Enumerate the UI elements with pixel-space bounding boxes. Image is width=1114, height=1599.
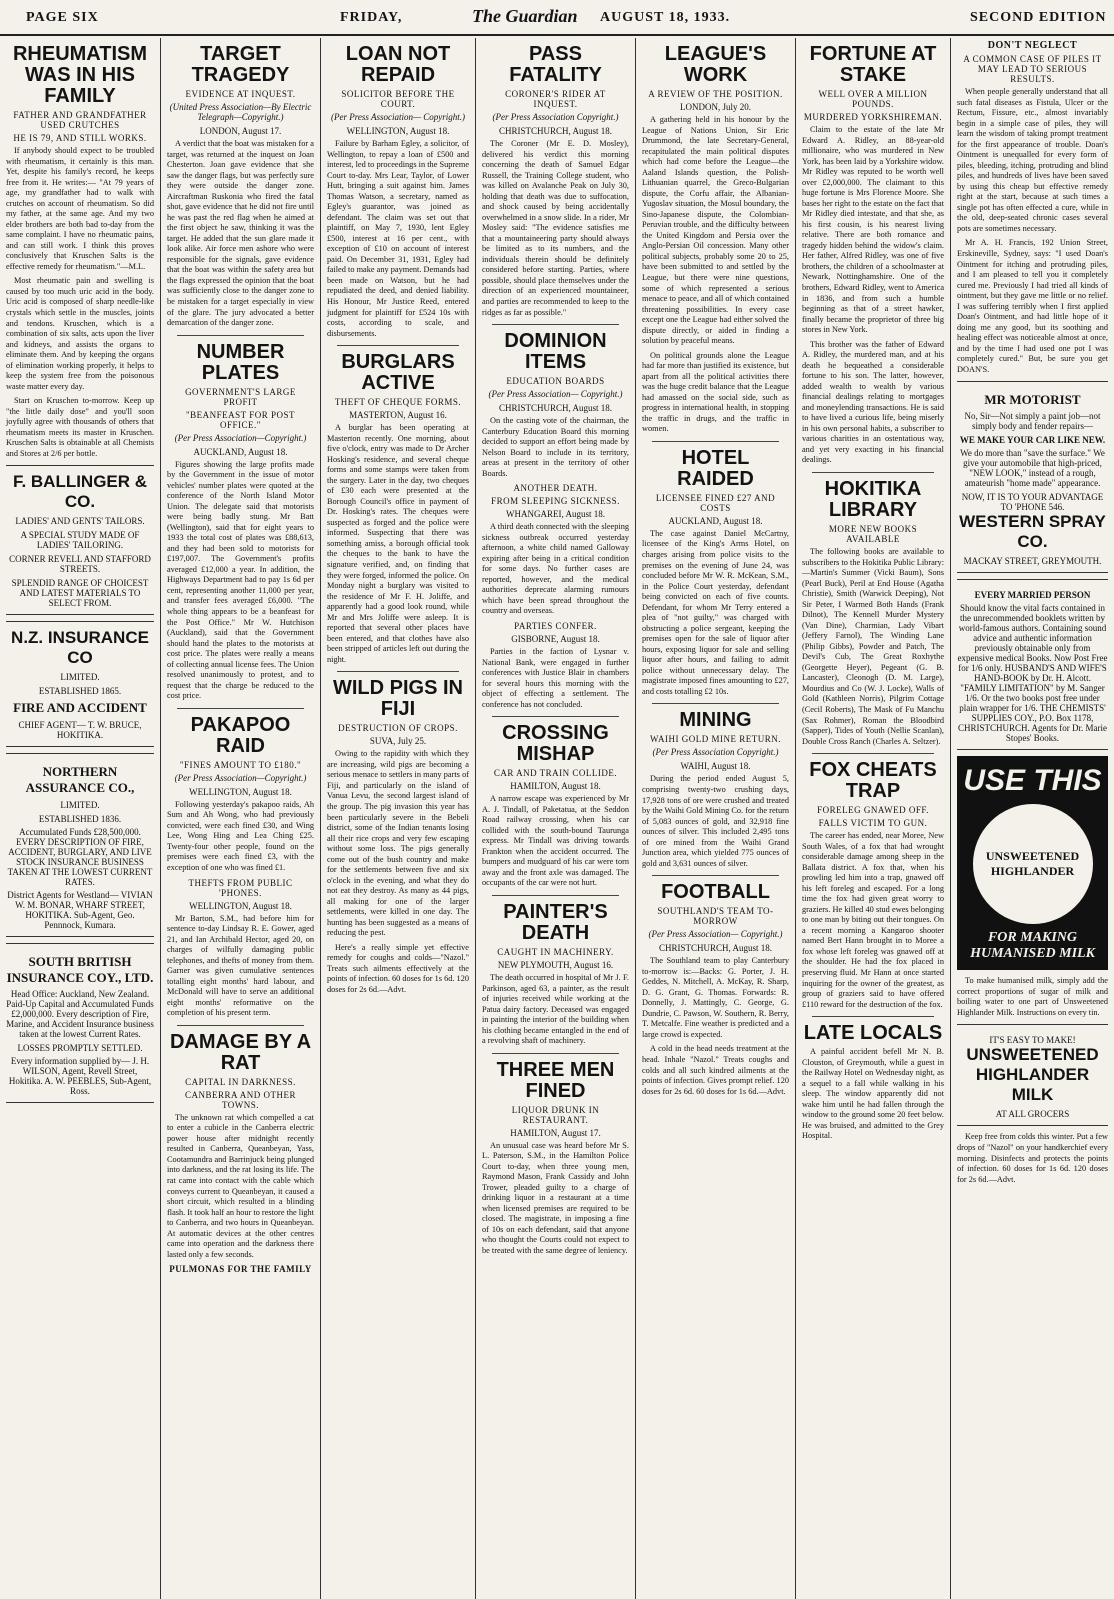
article-subhead: HE IS 79, AND STILL WORKS. xyxy=(13,133,147,143)
article-paragraph: A gathering held in his honour by the League of Nations Union, Sir Eric Drummond, the late Secretary-General, recapitulated the main political disputes which had come before the League—the Aaland Islands question, the Polish-Lithuanian quarrel, the Greco-Bulgarian dispute, the Corfu affair, the Albanian-Yugoslav situation, the Mosul boundary, the Sino-Japanese dispute, the Colombian-Peruvian trouble, and the difficulty between the United Kingdom and Persia over the Anglo-Persian Oil concession. Many other political subjects, probably some 20 to 25, have been submitted to and settled by the League, but there were nine questions, some of which represented a serious menace to peace, and all of which contained threatening possibilities. In every case except one the League had either solved the dispute directly, or aided in finding a solution by peaceful means. xyxy=(642,115,789,346)
divider xyxy=(812,472,934,473)
divider xyxy=(652,703,779,704)
article-subhead: WAIHI GOLD MINE RETURN. xyxy=(650,734,781,745)
article-dateline: CHRISTCHURCH, August 18. xyxy=(658,943,773,954)
article-headline: LATE LOCALS xyxy=(803,1022,943,1045)
article-subhead: SOUTHLAND'S TEAM TO-MORROW xyxy=(657,906,774,927)
divider xyxy=(177,1025,304,1026)
ad-title: N.Z. INSURANCE CO xyxy=(11,628,149,668)
advertisement-northern-assurance xyxy=(6,753,154,937)
article-dateline: GISBORNE, August 18. xyxy=(511,634,600,644)
article-paragraph: During the period ended August 5, comprising twenty-two crushing days, 17,928 tons of ore were crushed and treated by the Waihi Gold Mining Co. for the return of 5,083 ounces of gold, and 32,918 fine ounces of silver. This included 2,495 tons of ore mined from the Waihi Grand Junction area, which yielded 775 ounces of gold and 3,631 ounces of silver. xyxy=(642,774,789,868)
article-subhead: CANBERRA AND OTHER TOWNS. xyxy=(184,1089,296,1110)
ad-text: No, Sir—Not simply a paint job—not simply body and fender repairs— xyxy=(964,411,1101,432)
article-credit: (United Press Association—By Electric Telegraph—Copyright.) xyxy=(169,102,312,122)
article-paragraph: Most rheumatic pain and swelling is caused by too much uric acid in the body. Uric acid is composed of sharp needle-like crystals which settle in the muscles, joints and tendons. Kruschen, which is a combination of six salts, acts upon the liver and kidneys, and assists the organs to eliminate them. And by keeping the organs of elimination working properly, it helps to keep the system free from the poisonous waste matter every day. xyxy=(6,276,154,391)
ad-subtitle: LIMITED. xyxy=(60,800,100,811)
article-paragraph: The case against Daniel McCartny, licensee of the King's Arms Hotel, on charges arising from police visits to the premises on the evening of June 24, was concluded before Mr W. R. McKean, S.M., in the Police Court yesterday, defendant being convicted on each of five counts. Defendant, for whom Mr Terry entered a plea of "not guilty," was charged with obstructing a police sergeant, keeping the premises open for the sale of liquor after hours, exposing liquor for sale and selling liquor after hours, and failing to admit police without unnecessary delay. The magistrate imposed fines amounting to £27, and costs totalling £2 10s. xyxy=(642,528,789,696)
article-headline: FORTUNE AT STAKE xyxy=(809,43,937,86)
divider xyxy=(812,1016,934,1017)
article-headline: FOX CHEATS TRAP xyxy=(809,759,937,803)
ad-agent: Every information supplied by— J. H. WILSON, Agent, Revell Street, Hokitika. A. W. PEEBLES, Sub-Agent, Ross. xyxy=(8,1056,152,1097)
ad-text: FIRE AND ACCIDENT xyxy=(13,700,147,716)
article-paragraph: A burglar has been operating at Masterton recently. One morning, about five o'clock, entry was made to Dr Archer Hosking's residence, and several cheque forms and some stamps were taken from the surgery. Later in the day, two cheques of £30 each were presented at the Borough Council's office in payment of Dr. Hosking's rates. The cheques were suspected as forged and the police were informed. Suspecting that there was something amiss, a borough official took the cheques to the bank to have the signature verified, and, on finding that they were forged, informed the police. On Monday night a burglary was visited to the residence of Mr F. H. Joliffe, and apparently had a good look round, while Mr and Mrs Joliffe were asleep. It is reported that several other places have been entered, and that clothes have also been stripped of articles left out during the night. xyxy=(327,423,469,664)
article-dateline: HAMILTON, August 18. xyxy=(510,781,601,792)
article-subhead: CORONER'S RIDER AT INQUEST. xyxy=(505,89,606,109)
article-dateline: WELLINGTON, August 18. xyxy=(189,786,292,797)
article-subhead: SOLICITOR BEFORE THE COURT. xyxy=(341,89,455,109)
can-label: HIGHLANDER xyxy=(990,864,1075,879)
advertisement-nazol: A cold in the head needs treatment at the head. Inhale "Nazol." Treats coughs and colds and all such kindred ailments at the points of infection. Gives prompt relief. 120 doses for 2s 6d. 60 doses for 1s 6d.—Advt. xyxy=(642,1044,789,1096)
divider xyxy=(492,716,619,717)
article-paragraph: A verdict that the boat was mistaken for a target, was returned at the inquest on Joan Chesterton. Joan gave evidence that she saw the danger flags, but was perfectly sure they were outside the danger zone. Aircraftman Ruskonia who fired the fatal shot, gave evidence that he did not fire until he was past the red flag when he aimed at the first object he saw, thinking it was the target. He added that the sun glare made it look alike. Air force men ashore who were responsible for the signals, gave evidence that the boat was within the safety area but the flags expressed the opinion that the boat was sufficiently close to the danger zone to be mistaken for a target especially in view of the glare. The jury advocated a better demarcation of the danger zone. xyxy=(167,139,314,328)
article-dateline: CHRISTCHURCH, August 18. xyxy=(498,126,613,136)
ad-text: Accumulated Funds £28,500,000. EVERY DESCRIPTION OF FIRE, ACCIDENT, BURGLARY, AND LIVE STOCK INSURANCE BUSINESS TAKEN AT THE LOWEST CURRENT RATES. xyxy=(7,827,153,888)
ad-text: AT ALL GROCERS xyxy=(995,1109,1070,1120)
article-subhead: FROM SLEEPING SICKNESS. xyxy=(491,496,620,507)
article-paragraph: The Southland team to play Canterbury to-morrow is:—Backs: G. Porter, J. H. Geddes, N. Mitchell, A. McKay, R. Sharp, D. G. Grant, G. Thomas. Forwards: R. Donnelly, J. Mattingly, C. George, G. Dundrie, C. Pawson, W. Southern, R. Berry, T. Metcalfe. Fine weather is predicted and a large crowd is expected. xyxy=(642,956,789,1039)
article-subhead: "BEANFEAST FOR POST OFFICE." xyxy=(185,409,296,430)
ad-title: SOUTH BRITISH INSURANCE COY., LTD. xyxy=(6,954,154,986)
ad-text: ESTABLISHED 1836. xyxy=(38,814,122,825)
ad-company: WESTERN SPRAY CO. xyxy=(959,512,1106,552)
article-headline: LOAN NOT REPAID xyxy=(345,43,451,86)
article-headline: WILD PIGS IN FIJI xyxy=(333,677,463,721)
article-headline: HOKITIKA LIBRARY xyxy=(824,478,922,521)
article-paragraph: A narrow escape was experienced by Mr A. J. Tindall, of Paketatua, at the Seddon Road railway crossing, when his car collided with the south-bound Taurunga express. Mr Tindall was driving towards Frankton when the accident occurred. The bumpers and mudguard of his car were torn away and the front axle was damaged. The occupants of the car were not hurt. xyxy=(482,794,629,888)
masthead-date: AUGUST 18, 1933. xyxy=(600,10,731,25)
advertisement-nz-insurance xyxy=(6,621,154,747)
article-subhead: ANOTHER DEATH. xyxy=(513,483,598,494)
ad-headline: DON'T NEGLECT xyxy=(987,40,1078,51)
divider xyxy=(652,441,779,442)
divider xyxy=(492,895,619,896)
article-paragraph: A painful accident befell Mr N. B. Clouston, of Greymouth, while a guest in the Railway Hotel on Wednesday night, as a sequel to a fall while walking in his sleep. The window apparently did not wake him until he had fallen through the window to the ground some 20 feet below. He was bruised, and admitted to the Grey Hospital. xyxy=(802,1047,944,1141)
article-dateline: AUCKLAND, August 18. xyxy=(193,446,288,457)
ad-title: UNSWEETENED xyxy=(966,1045,1099,1065)
masthead xyxy=(0,0,1114,36)
article-headline: BURGLARS ACTIVE xyxy=(341,351,455,395)
article-subhead: GOVERNMENT'S LARGE PROFIT xyxy=(185,386,296,407)
column-3 xyxy=(321,38,475,1599)
advertisement-nazol: Here's a really simple yet effective remedy for coughs and colds—"Nazol." Treats such ailments effectively at the points of infection. 60 doses for 1s 6d. 120 doses for 2s 6d.—Advt. xyxy=(327,942,469,994)
article-credit: (Per Press Association—Copyright.) xyxy=(174,432,307,443)
article-credit: (Per Press Association Copyright.) xyxy=(492,112,619,122)
divider xyxy=(492,324,619,325)
article-dateline: LONDON, July 20. xyxy=(680,102,751,112)
article-headline: PASS FATALITY xyxy=(509,43,602,86)
ad-text: WE MAKE YOUR CAR LIKE NEW. xyxy=(959,435,1106,446)
article-headline: LEAGUE'S WORK xyxy=(664,43,767,86)
article-dateline: WELLINGTON, August 18. xyxy=(189,900,292,911)
divider xyxy=(337,671,459,672)
ad-title: EVERY MARRIED PERSON xyxy=(974,590,1091,601)
article-dateline: NEW PLYMOUTH, August 16. xyxy=(497,959,614,970)
article-subhead: CAUGHT IN MACHINERY. xyxy=(497,946,614,957)
article-credit: (Per Press Association—Copyright.) xyxy=(174,772,307,783)
article-subhead: MORE NEW BOOKS AVAILABLE xyxy=(828,524,918,544)
ad-title: F. BALLINGER & CO. xyxy=(12,472,148,512)
advertisement-south-british xyxy=(6,943,154,1103)
article-credit: (Per Press Association— Copyright.) xyxy=(331,112,465,122)
ad-agent: District Agents for Westland— VIVIAN W. M. BONAR, WHARF STREET, HOKITIKA. Sub-Agent, Geo. Pennnock, Kumara. xyxy=(7,890,153,931)
article-subhead: THEFT OF CHEQUE FORMS. xyxy=(334,397,462,408)
article-credit: (Per Press Association— Copyright.) xyxy=(648,929,783,940)
article-headline: THREE MEN FINED xyxy=(496,1058,615,1102)
edition-label: SECOND EDITION xyxy=(970,10,1107,25)
article-subhead: MURDERED YORKSHIREMAN. xyxy=(803,112,943,122)
ad-title: HIGHLANDER xyxy=(975,1065,1090,1085)
ad-text: SPLENDID RANGE OF CHOICEST AND LATEST MATERIALS TO SELECT FROM. xyxy=(11,578,149,609)
article-dateline: HAMILTON, August 17. xyxy=(510,1127,601,1138)
article-paragraph: The unknown rat which compelled a cat to enter a cubicle in the Canberra electric power house after midnight recently resulted in Canberra, Queanbeyan, Yass, Cootamundra and Barrinjuck being plunged into darkness, and the rat losing its life. The rat came into contact with the cable which conveys current to Queanbeyan, it caused a short circuit, which resulted in a blinding flash. It took half an hour to restore the light to Canberra, and two hours in Queanbeyan. At automatic devices at the other centres came into operation and the darkness there lasted only a few seconds. xyxy=(167,1112,315,1259)
article-subhead: CAR AND TRAIN COLLIDE. xyxy=(493,768,618,779)
column-4 xyxy=(476,38,635,1599)
article-dateline: MASTERTON, August 16. xyxy=(349,410,447,421)
article-headline: RHEUMATISM WAS IN HIS FAMILY xyxy=(12,43,148,107)
article-paragraph: Claim to the estate of the late Mr Edward A. Ridley, an 88-year-old millionaire, who was murdered in New York, has been laid by a Yorkshire widow. Mr Ridley was reputed to be worth well over £2,000,000. The claimant to this huge fortune is Mrs Florence Moore. She bases her right to the estate on the fact that Mr Ridley died intestate, and that she, as his first cousin, is his nearest living relative. There are both romance and tragedy hidden behind the widow's claim. Her father, Alfred Ridley, was one of five brothers, the children of a schoolmaster at Newark, Nottinghamshire. One of the brothers, Edward Ridley, went to America in 1836, and from such a humble beginning as that of a street hawker, finally became the proprietor of three big stores in New York. xyxy=(802,125,944,335)
article-credit: (Per Press Association— Copyright.) xyxy=(488,389,623,400)
article-subhead: LIQUOR DRUNK IN RESTAURANT. xyxy=(511,1104,600,1125)
ad-text: We do more than "save the surface." We give your automobile that high-priced, "NEW LOOK," instead of a rough, amateurish "home made" appearance. xyxy=(960,448,1105,489)
ad-paragraph: Mr A. H. Francis, 192 Union Street, Erskineville, Sydney, says: "I used Doan's Ointment for itching and protruding piles, and I am pleased to tell you it completely cured me. Previously I had tried all kinds of ointment, but they gave me little or no relief. I was suffering terribly when I first applied Doan's Ointment, and had little hope of it doing me any good, but its soothing and healing effect was noticeable almost at once, and by the time I had used one pot I was completely cured." But, be sure you get DOAN'S. xyxy=(957,238,1108,374)
article-subhead: FATHER AND GRANDFATHER USED CRUTCHES xyxy=(13,110,147,130)
article-paragraph: On political grounds alone the League had far more than justified its existence, but apart from all the political activities there was the huge credit balance that the League had amassed on the social side, such as progress in international health, in stopping the traffic in drugs, and the traffic in women. xyxy=(642,350,789,434)
ad-paragraph: To make humanised milk, simply add the correct proportions of sugar of milk and boiling water to one part of Unsweetened Highlander Milk. Instructions on every tin. xyxy=(957,976,1108,1017)
advertisement-highlander-milk xyxy=(957,756,1108,970)
article-paragraph: Parties in the faction of Lysnar v. National Bank, were engaged in further conferences with Justice Blair in chambers for several hours this morning with the object of effecting a settlement. The conference has not concluded. xyxy=(482,647,629,709)
article-subhead: A REVIEW OF THE POSITION. xyxy=(648,89,783,99)
advertisement-nazol: Keep free from colds this winter. Put a few drops of "Nazol" on your handkerchief every morning. Disinfects and protects the points of infection. 60 doses for 1s 6d. 120 doses for 2s 6d.—Advt. xyxy=(957,1132,1108,1184)
article-subhead: DESTRUCTION OF CROPS. xyxy=(338,723,458,734)
ad-text: A SPECIAL STUDY MADE OF LADIES' TAILORING. xyxy=(20,530,140,551)
advertisement-married-person xyxy=(957,579,1108,750)
ad-subtitle: FOR MAKING HUMANISED MILK xyxy=(970,930,1095,962)
article-paragraph: Mr Barton, S.M., had before him for sentence to-day Lindsay R. E. Gower, aged 21, and Ian Archibald Hector, aged 20, on charges of wilfully damaging public telephones, and thefts of money from them. Garner was given cumulative sentences totalling eight months' hard labour, and McDonald will have to serve an additional eight months' reformative on the completion of his present term. xyxy=(167,913,314,1018)
column-5 xyxy=(636,38,795,1599)
ad-address: MACKAY STREET, GREYMOUTH. xyxy=(963,556,1102,567)
ad-text: LOSSES PROMPTLY SETTLED. xyxy=(17,1043,143,1054)
article-paragraph: Owing to the rapidity with which they are increasing, wild pigs are becoming a serious menace to settlers in many parts of Fiji, and particularly on the island of Vanua Levu, the second largest island of the group. The pig invasion this year has been particularly severe in the Bebeli district, some of the Indian tenants losing all their rice crops and very few escaping without some loss. The pigs generally come out of the bush country and make for the settlements between five and six o'clock in the evening, and what they do not eat they destroy. As many as 44 pigs, all making for one of the larger settlements, were killed in one day. The hunting has been suggested as a means of reducing the pest. xyxy=(327,749,469,938)
article-dateline: WELLINGTON, August 18. xyxy=(346,126,450,136)
ad-address: CORNER REVELL AND STAFFORD STREETS. xyxy=(9,554,151,575)
article-paragraph: The Coroner (Mr E. D. Mosley), delivered his verdict this morning concerning the death of Samuel Edgar Russell, the Training College student, who was killed on Avalanche Peak on July 30, holding that death was due to suffocation, and shock caused by being accidentally overwhelmed in a snow slide. In a rider, Mr Mosley said: "The evidence satisfies me that a mountaineering party should always be limited as to its numbers, and the individuals therein should be definitely considered before starting. Parties, where possible, should place themselves under the direction of an experienced mountaineer, and parties are recommended to keep to the ridges as far as possible." xyxy=(482,139,629,317)
ad-subtitle: LADIES' AND GENTS' TAILORS. xyxy=(15,516,145,527)
ad-text: IT'S EASY TO MAKE! xyxy=(989,1035,1076,1046)
divider xyxy=(492,1053,619,1054)
article-paragraph: Following yesterday's pakapoo raids, Ah Sum and Ah Wong, who had previously convicted, were each fined £30, and Wing Lee, Wong Hing and Lea Ching £25. Twenty-four other people, found on the premises were each fined £3, with the exception of one who was fined £1. xyxy=(167,799,314,872)
article-subhead: FALLS VICTIM TO GUN. xyxy=(818,818,928,829)
article-headline: HOTEL RAIDED xyxy=(677,446,754,490)
page-number: PAGE SIX xyxy=(26,10,99,25)
column-2 xyxy=(161,38,320,1599)
article-headline: NUMBER PLATES xyxy=(196,340,285,384)
divider xyxy=(177,335,304,336)
article-dateline: CHRISTCHURCH, August 18. xyxy=(498,403,613,414)
ad-text: Head Office: Auckland, New Zealand. Paid-Up Capital and Accumulated Funds £2,000,000. Every description of Fire, Marine, and Accident Insurance business taken at the lowest Current Rates. xyxy=(6,989,154,1040)
article-subhead: LICENSEE FINED £27 AND COSTS xyxy=(655,492,776,513)
article-dateline: LONDON, August 17. xyxy=(199,126,282,136)
advertisement-ballinger xyxy=(6,465,154,615)
milk-can-icon xyxy=(973,804,1093,924)
article-subhead: EDUCATION BOARDS xyxy=(506,376,605,387)
newspaper-title: The Guardian xyxy=(472,6,578,26)
ad-title: NORTHERN ASSURANCE CO., xyxy=(25,764,135,796)
article-subhead: WELL OVER A MILLION POUNDS. xyxy=(818,89,928,109)
divider xyxy=(652,875,779,876)
masthead-day: FRIDAY, xyxy=(340,10,403,25)
article-headline: TARGET TRAGEDY xyxy=(191,43,290,86)
article-headline: DOMINION ITEMS xyxy=(504,330,607,374)
ad-text: NOW, IT IS TO YOUR ADVANTAGE TO 'PHONE 546. xyxy=(961,492,1104,513)
article-paragraph: This brother was the father of Edward A. Ridley, the murdered man, and at his death he bequeathed a considerable fortune to his son. The latter, however, added wealth to wealth by various financial dealings relating to mortgages and moneylending transactions. He is said to have lived a curious life, being miserly in his own personal habits, a subscriber to various charities in an ostentatious way, and yet very exacting in his financial dealings. xyxy=(802,339,944,465)
article-paragraph: Failure by Barham Egley, a solicitor, of Wellington, to repay a loan of £500 and interest, led to proceedings in the Supreme Court to-day. Mrs Lear, Taylor, of Lower Hutt, bringing a suit against him. James Thomas Watson, a secretary, named as Egley's guarantor, was joined as defendant. The claim was set out that plaintiff, on May 7, 1930, lent Egley £500, interest at 16 per cent., with exception of £10 on account of interest paid. On December 31, 1931, Egley had failed to make any payment. Demands had been made on Watson, but he had repudiated the deed, and denied liability. His Honour, Mr Justice Reed, entered judgment for plaintiff for £524 10s with costs, according to scale, and disbursements. xyxy=(327,139,469,338)
article-credit: (Per Press Association Copyright.) xyxy=(652,747,779,758)
divider xyxy=(337,345,459,346)
column-6 xyxy=(796,38,950,1599)
article-headline: FOOTBALL xyxy=(661,881,770,904)
highlander-footer xyxy=(957,1024,1108,1126)
column-7 xyxy=(951,38,1114,1599)
article-paragraph: The following books are available to subscribers to the Hokitika Public Library:—Martin's Summer (Vicki Baum), Sons (Pearl Buck), Peril at End House (Agatha Christie), Smith (Warwick Deeping), Not Sir Peter, I Warmed Both Hands (Frank Dilnot), The Kennell Murder Mystery (Van Dine), Charmian, Lady Vibart (Jeffery Farnol), The Winding Lane (Philip Gibbs), Powder and Patch, The Devil's Cub, The Great Roxhythe (Georgette Heyer), Pegeant (G. B. Lancaster), Cleonogh (D. M. Large), Mourdius and Co (W. J. Locke), Walls of Gold (Kathleen Norris), Pilgrim Cottage (Cecil Roberts), The Mask of Fu Manchu (Sax Rohmer), Roman the Bloodbird (Sapper), Tides of Youth (Nellie Scanlan), Double Cross Ranch (Charles A. Seltzer). xyxy=(802,547,944,746)
ad-agent: CHIEF AGENT— T. W. BRUCE, HOKITIKA. xyxy=(18,720,142,741)
divider xyxy=(177,708,304,709)
ad-pulmonas: PULMONAS FOR THE FAMILY xyxy=(169,1264,312,1275)
article-subhead: FORELEG GNAWED OFF. xyxy=(817,805,929,816)
article-headline: CROSSING MISHAP xyxy=(502,722,609,766)
advertisement-western-spray xyxy=(957,381,1108,573)
article-paragraph: On the casting vote of the chairman, the Canterbury Education Board this morning decided to support an effort being made by Nelson Board to include in its territory, areas at present in the territory of other Boards. xyxy=(482,416,629,478)
article-headline: DAMAGE BY A RAT xyxy=(169,1030,312,1074)
article-headline: PAINTER'S DEATH xyxy=(503,900,608,944)
article-headline: MINING xyxy=(679,709,752,732)
article-paragraph: Start on Kruschen to-morrow. Keep up "the little daily dose" and you'll soon joyfully agree with thousands of others that rheumatism meets its master in Kruschen. Kruschen Salts is obtainable at all Chemists and Stores at 2/6 per bottle. xyxy=(6,396,154,458)
article-dateline: SUVA, July 25. xyxy=(369,736,427,747)
article-subhead: EVIDENCE AT INQUEST. xyxy=(185,89,296,99)
ad-text: ESTABLISHED 1865. xyxy=(38,686,122,697)
article-paragraph: An unusual case was heard before Mr S. L. Paterson, S.M., in the Hamilton Police Court to-day, when three young men, Raymond Mason, Frank Cassidy and John Trower, pleaded guilty to a charge of drinking liquor in a restaurant at a time when licensed premises are required to be closed. The magistrate, in imposing a fine of 10s on each defendant, said that anyone who thought the Courts could not expect to be treated with the same degree of leniency. xyxy=(482,1140,629,1255)
ad-title: MILK xyxy=(1011,1085,1054,1105)
ad-title: MR MOTORIST xyxy=(984,392,1081,408)
article-dateline: WAIHI, August 18. xyxy=(680,761,751,772)
column-1 xyxy=(0,38,160,1599)
ad-text: Should know the vital facts contained in the unrecommended booklets written by world-famous authors. Containing sound advice and authentic information previously obtainable only from expensive medical Books. Now Post Free for 1/6 only. HUSBAND'S AND WIFE'S HAND-BOOK by Dr. H. Alcott. "FAMILY LIMITATION" by M. Sanger 1/6. Or the two books post free under plain wrapper for 1/6. THE CHEMISTS' SUPPLIES COY., P.O. Box 1178, CHRISTCHURCH. Agents for Dr. Marie Stopes' Books. xyxy=(957,603,1108,744)
article-paragraph: Figures showing the large profits made by the Government in the issue of motor vehicles' number plates were quoted at the conference of the North Island Motor Union. The delegate said that motorists were being badly stung. Mr Batt (Wellington), said that for eight years to 1933 the total cost of plates was £88,613, and they had been sold to motorists for £197,007. The Government's profits averaged £12,000 a year. In addition, the Highways Department had to pay 1s 6d per cent, representing another 11,000 per year, and transfer fees averaged £6,000. "The whole thing appears to be a beanfeast for the Post Office." Mr W. Hutchison (Auckland), said that the Government should hand the plates to the motorists at cost price. The plates were really a means of collecting annual license fees. The Union resolved unanimously to protest, and to request that the charge be reduced to the cost price. xyxy=(167,459,314,701)
article-subhead: THEFTS FROM PUBLIC 'PHONES. xyxy=(188,877,293,898)
ad-subtitle: LIMITED. xyxy=(60,672,100,683)
article-dateline: WHANGAREI, August 18. xyxy=(506,509,605,520)
article-paragraph: A third death connected with the sleeping sickness outbreak occurred yesterday afternoon, a white child named Galloway expiring after being in a critical condition for some days. No further cases are reported, however, and the medical authorities deprecate alarming rumours which have been spread throughout the country and overseas. xyxy=(482,522,629,616)
article-subhead: CAPITAL IN DARKNESS. xyxy=(185,1076,296,1087)
ad-title: USE THIS xyxy=(963,764,1102,798)
article-paragraph: The death occurred in hospital of Mr J. F. Parkinson, aged 63, a painter, as the result of injuries received while working at the Patua dairy factory. Deceased was engaged in painting the interior of the building when his clothing became entangled in the end of a revolving shaft of machinery. xyxy=(482,972,629,1046)
article-subhead: PARTIES CONFER. xyxy=(514,621,597,631)
article-dateline: AUCKLAND, August 18. xyxy=(668,515,763,526)
article-headline: PAKAPOO RAID xyxy=(190,713,291,757)
article-paragraph: If anybody should expect to be troubled with rheumatism, it certainly is this man. Yet, despite his family's record, he keeps free from it. He writes:— "At 79 years of age, my grandfather had to walk with crutches on account of rheumatism. So did my father, at the same age. And my two elder brothers are both bad to-day from the same complaint. I have no rheumatic pains, and can still work. I think this proves conclusively that Kruschen Salts is the effective remedy for rheumatism."—M.L. xyxy=(6,146,154,271)
divider xyxy=(812,753,934,754)
ad-subhead: A COMMON CASE OF PILES IT MAY LEAD TO SERIOUS RESULTS. xyxy=(963,54,1102,84)
ad-paragraph: When people generally understand that all such fatal diseases as Fistula, Ulcer or the Rectum, Fissure, etc., almost invariably begin in a simple case of piles, they will learn the wisdom of taking prompt treatment for the first appearance of trouble. Doan's Ointment is unequalled for every form of piles, bleeding, itching, protruding and blind piles, and hundreds of lives have been saved by using this cheap but effective remedy right at the start, because at such times a single pot has often effected a cure, while in the old, deep-seated chronic cases several pots are sometimes necessary. xyxy=(957,87,1108,233)
article-paragraph: The career has ended, near Moree, New South Wales, of a fox that had wrought considerable damage among sheep in the Ballata district. A fox that, when his prowling led him into a trap, gnawed off his left foreleg and escaped. For a long time the fox had given great worry to graziers. He killed 40 stud ewes belonging to one man by biting out their tongues. On a recent morning a Kangaroo shooter named Bert Hann brought in to Moree a fox whose left foreleg was gnawed off at the shoulder. He had the fox placed in preserving fluid. Mr Hann at once started inquiring for the owner of the greatest, as group of graziers said to have offered £110 reward for the destruction of the fox. xyxy=(802,831,944,1009)
can-label: UNSWEETENED xyxy=(985,849,1080,864)
article-subhead: "FINES AMOUNT TO £180." xyxy=(179,759,302,770)
